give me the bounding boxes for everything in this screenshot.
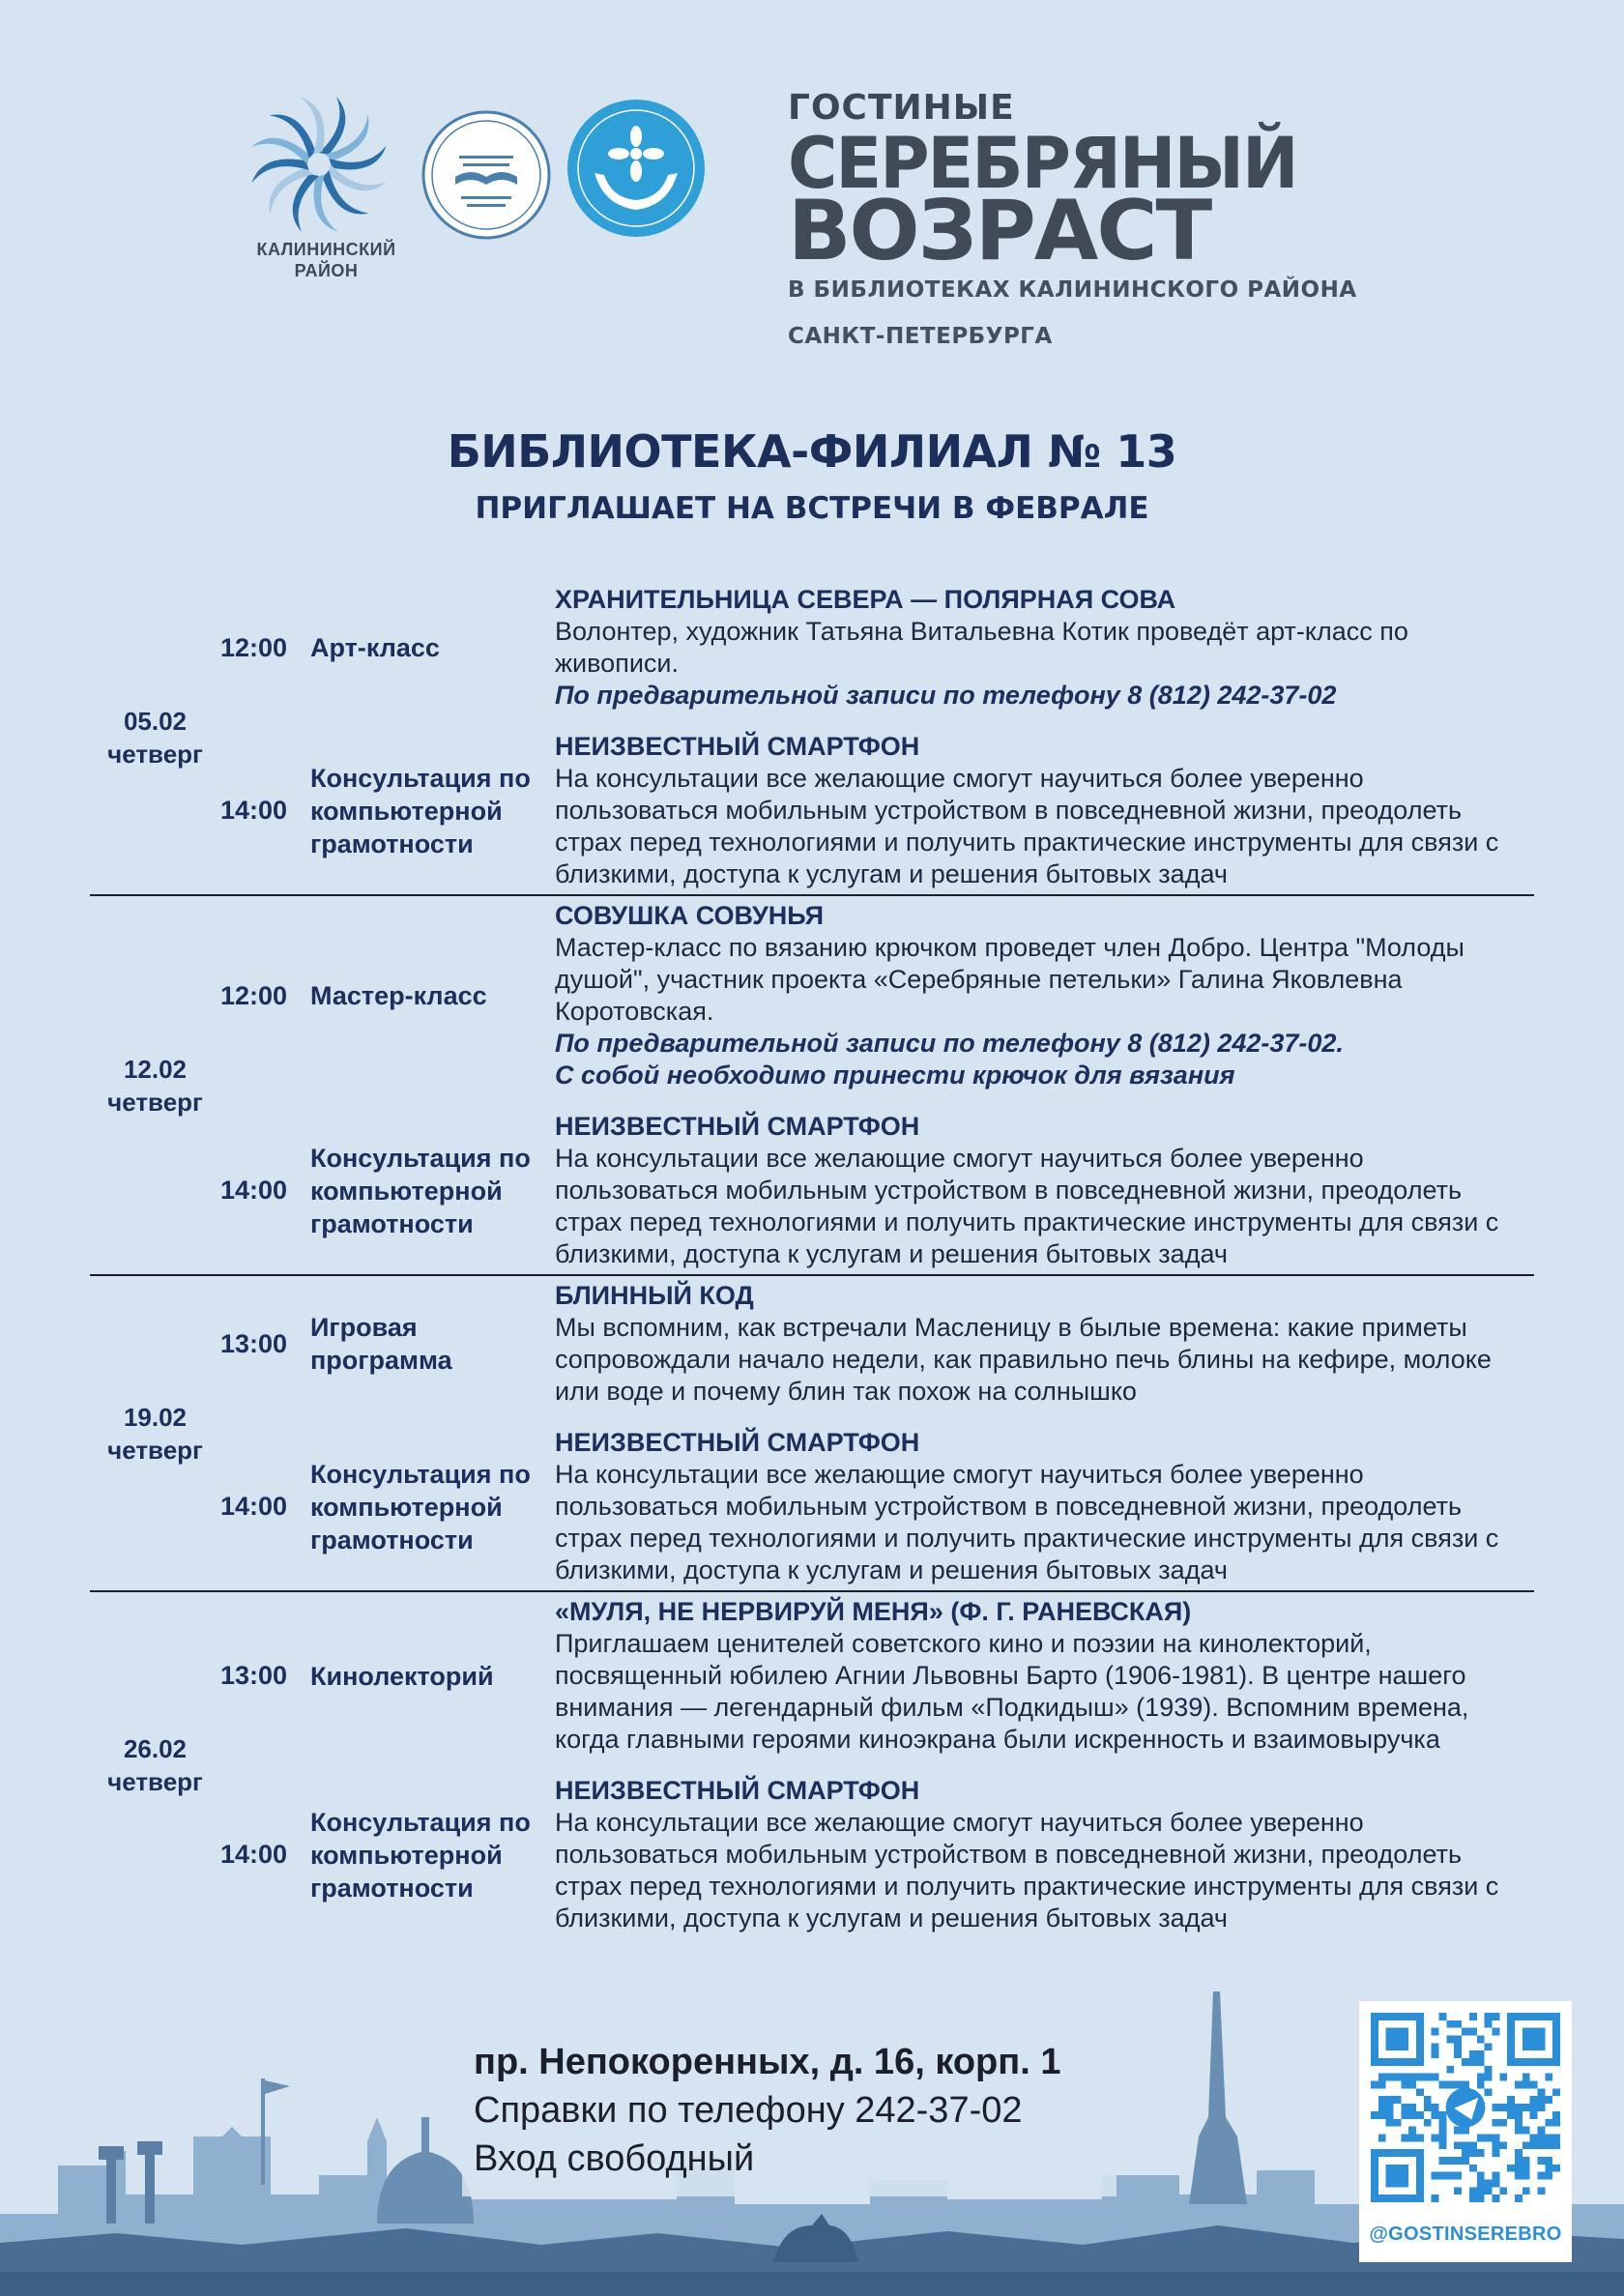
- qr-module: [1469, 2058, 1477, 2066]
- qr-module: [1477, 2074, 1485, 2081]
- qr-module: [1477, 2134, 1485, 2141]
- qr-module: [1408, 2104, 1416, 2111]
- qr-module: [1477, 2187, 1485, 2194]
- event-body: [555, 727, 1534, 894]
- qr-module: [1515, 2172, 1522, 2180]
- qr-module: [1530, 2081, 1538, 2089]
- qr-module: [1469, 2013, 1477, 2020]
- qr-module: [1432, 2050, 1439, 2058]
- telegram-qr-code[interactable]: [1359, 2001, 1572, 2262]
- qr-handle: @GOSTINSEREBRO: [1369, 2223, 1562, 2245]
- qr-module: [1454, 2036, 1462, 2044]
- qr-module: [1515, 2111, 1522, 2119]
- qr-module: [1545, 2134, 1552, 2141]
- qr-module: [1469, 2028, 1477, 2036]
- qr-module: [1515, 2157, 1522, 2165]
- qr-module: [1469, 2187, 1477, 2194]
- qr-module: [1408, 2081, 1416, 2089]
- schedule-day: [90, 1276, 1534, 1592]
- qr-module: [1432, 2172, 1439, 2180]
- district-logo-caption: [246, 239, 406, 281]
- qr-module: [1530, 2134, 1538, 2141]
- qr-module: [1545, 2141, 1552, 2149]
- qr-module: [1492, 2134, 1499, 2141]
- event-row: [220, 727, 1534, 894]
- day-date: 05.02: [123, 706, 188, 736]
- qr-module: [1530, 2104, 1538, 2111]
- qr-module: [1386, 2119, 1394, 2127]
- footer-entry: Вход свободный: [474, 2138, 755, 2179]
- event-body: [555, 896, 1534, 1095]
- qr-module: [1499, 2119, 1507, 2127]
- qr-module: [1446, 2172, 1454, 2180]
- qr-module: [1454, 2127, 1462, 2135]
- qr-module: [1545, 2096, 1552, 2104]
- qr-module: [1378, 2096, 1386, 2104]
- event-body: [555, 1771, 1534, 1938]
- event-title: БЛИННЫЙ КОД: [555, 1281, 754, 1310]
- qr-module: [1386, 2165, 1409, 2188]
- qr-module: [1485, 2074, 1493, 2081]
- qr-module: [1469, 2141, 1477, 2149]
- qr-module: [1424, 2104, 1432, 2111]
- qr-module: [1394, 2096, 1402, 2104]
- qr-module: [1469, 2149, 1477, 2157]
- event-row: [220, 1592, 1534, 1759]
- event-time: 13:00: [220, 1328, 288, 1358]
- qr-module: [1507, 2104, 1515, 2111]
- header-logos: [246, 92, 710, 295]
- event-type: Консультация по компьютерной грамотности: [310, 1143, 531, 1238]
- social-center-hands-logo: [566, 98, 707, 239]
- qr-module: [1492, 2028, 1499, 2036]
- qr-module: [1439, 2111, 1447, 2119]
- qr-module: [1446, 2020, 1454, 2028]
- event-time: 12:00: [220, 980, 288, 1010]
- event-title: «МУЛЯ, НЕ НЕРВИРУЙ МЕНЯ» (Ф. Г. РАНЕВСКАЯ): [555, 1597, 1192, 1626]
- qr-module: [1408, 2127, 1416, 2135]
- qr-module: [1492, 2172, 1499, 2180]
- qr-module: [1530, 2111, 1538, 2119]
- qr-module: [1432, 2104, 1439, 2111]
- district-logo-caption-line-1: КАЛИНИНСКИЙ: [256, 240, 396, 259]
- qr-module: [1477, 2149, 1485, 2157]
- event-body: [555, 1423, 1534, 1590]
- qr-module: [1432, 2194, 1439, 2202]
- qr-module: [1485, 2043, 1493, 2050]
- qr-module: [1477, 2179, 1485, 2187]
- event-description: Приглашаем ценителей советского кино и поэзии на кинолекторий, посвященный юбилею Агнии Львовны Барто (1906-1981). В центре нашего внимания — легендарный фильм «Подкидыш» (1939). Вспомним времена, когда главными героями киноэкрана были искренность и взаимовыручка: [555, 1629, 1469, 1754]
- qr-module: [1416, 2134, 1424, 2141]
- qr-module: [1499, 2187, 1507, 2194]
- qr-module: [1522, 2081, 1530, 2089]
- event-time: 14:00: [220, 1840, 288, 1869]
- qr-module: [1522, 2127, 1530, 2135]
- qr-module: [1522, 2165, 1530, 2172]
- qr-module: [1371, 2081, 1378, 2089]
- qr-module: [1552, 2119, 1560, 2127]
- event-description: На консультации все желающие смогут научиться более уверенно пользоваться мобильным устройством в повседневной жизни, преодолеть страх перед технологиями и получить практические инструменты для связи с близкими, доступа к услугам и решения бытовых задач: [555, 764, 1499, 888]
- qr-module: [1522, 2172, 1530, 2180]
- qr-module: [1552, 2134, 1560, 2141]
- day-date: 26.02: [123, 1734, 188, 1763]
- qr-module: [1454, 2050, 1462, 2058]
- qr-module: [1552, 2165, 1560, 2172]
- qr-module: [1492, 2013, 1499, 2020]
- qr-module: [1432, 2043, 1439, 2050]
- event-title: НЕИЗВЕСТНЫЙ СМАРТФОН: [555, 1776, 920, 1805]
- qr-module: [1401, 2104, 1408, 2111]
- event-note: С собой необходимо принести крючок для вязания: [555, 1061, 1235, 1090]
- event-body: [555, 1107, 1534, 1274]
- qr-module: [1416, 2074, 1424, 2081]
- event-time: 14:00: [220, 796, 288, 825]
- qr-module: [1522, 2187, 1530, 2194]
- qr-module: [1462, 2028, 1469, 2036]
- event-type: Кинолекторий: [310, 1661, 494, 1691]
- brand-big-line-2: ВОЗРАСТ: [788, 183, 1211, 279]
- event-title: НЕИЗВЕСТНЫЙ СМАРТФОН: [555, 732, 920, 761]
- qr-module: [1537, 2172, 1545, 2180]
- qr-module: [1378, 2074, 1386, 2081]
- qr-module: [1515, 2149, 1522, 2157]
- qr-module: [1499, 2074, 1507, 2081]
- qr-module: [1537, 2104, 1545, 2111]
- qr-module: [1378, 2104, 1386, 2111]
- event-type: Игровая программа: [310, 1313, 452, 1375]
- qr-module: [1492, 2149, 1499, 2157]
- qr-module: [1552, 2088, 1560, 2096]
- event-title: НЕИЗВЕСТНЫЙ СМАРТФОН: [555, 1112, 920, 1141]
- event-row: [220, 1276, 1534, 1411]
- qr-module: [1439, 2141, 1447, 2149]
- day-date-cell: [90, 896, 220, 1274]
- page-subtitle: ПРИГЛАШАЕТ НА ВСТРЕЧИ В ФЕВРАЛЕ: [475, 491, 1149, 526]
- event-row: [220, 580, 1534, 715]
- qr-module: [1378, 2134, 1386, 2141]
- qr-module: [1499, 2104, 1507, 2111]
- district-logo-caption-line-2: РАЙОН: [294, 261, 359, 280]
- qr-module: [1454, 2020, 1462, 2028]
- kalininsky-district-swirl-logo: [246, 92, 392, 237]
- qr-module: [1424, 2074, 1432, 2081]
- qr-module: [1469, 2194, 1477, 2202]
- day-date: 19.02: [123, 1402, 188, 1432]
- qr-module: [1439, 2081, 1447, 2089]
- qr-module: [1499, 2141, 1507, 2149]
- qr-module: [1454, 2081, 1462, 2089]
- day-weekday: четверг: [107, 1087, 203, 1117]
- day-weekday: четверг: [107, 1435, 203, 1465]
- qr-module: [1477, 2050, 1485, 2058]
- event-type: Консультация по компьютерной грамотности: [310, 1459, 531, 1555]
- qr-module: [1492, 2104, 1499, 2111]
- qr-module: [1485, 2066, 1493, 2074]
- qr-module: [1408, 2074, 1416, 2081]
- qr-module: [1439, 2127, 1447, 2135]
- brand-subtitle-2: САНКТ-ПЕТЕРБУРГА: [788, 324, 1053, 349]
- qr-module: [1507, 2096, 1515, 2104]
- qr-module: [1522, 2074, 1530, 2081]
- qr-module: [1485, 2088, 1493, 2096]
- qr-module: [1454, 2043, 1462, 2050]
- event-description: На консультации все желающие смогут научиться более уверенно пользоваться мобильным устройством в повседневной жизни, преодолеть страх перед технологиями и получить практические инструменты для связи с близкими, доступа к услугам и решения бытовых задач: [555, 1144, 1499, 1268]
- qr-module: [1485, 2013, 1493, 2020]
- qr-module: [1386, 2096, 1394, 2104]
- qr-module: [1408, 2134, 1416, 2141]
- qr-module: [1485, 2020, 1493, 2028]
- event-time: 12:00: [220, 632, 288, 662]
- event-body: [555, 1592, 1534, 1759]
- qr-module: [1462, 2081, 1469, 2089]
- event-description: Волонтер, художник Татьяна Витальевна Котик проведёт арт-класс по живописи.: [555, 617, 1408, 678]
- event-time: 14:00: [220, 1176, 288, 1205]
- qr-module: [1507, 2165, 1515, 2172]
- qr-module: [1401, 2074, 1408, 2081]
- event-type: Арт-класс: [310, 633, 440, 662]
- qr-module: [1545, 2119, 1552, 2127]
- qr-module: [1439, 2134, 1447, 2141]
- day-weekday: четверг: [107, 739, 203, 769]
- qr-module: [1537, 2088, 1545, 2096]
- qr-module: [1515, 2127, 1522, 2135]
- event-type: Консультация по компьютерной грамотности: [310, 1807, 531, 1903]
- qr-module: [1522, 2157, 1530, 2165]
- qr-module: [1454, 2141, 1462, 2149]
- qr-module: [1462, 2141, 1469, 2149]
- qr-module: [1424, 2096, 1432, 2104]
- qr-module: [1439, 2172, 1447, 2180]
- qr-module: [1446, 2081, 1454, 2089]
- qr-module: [1401, 2134, 1408, 2141]
- qr-module: [1439, 2157, 1447, 2165]
- event-row: [220, 1107, 1534, 1274]
- qr-module: [1477, 2036, 1485, 2044]
- qr-module: [1439, 2119, 1447, 2127]
- day-date: 12.02: [123, 1054, 188, 1084]
- qr-module: [1492, 2194, 1499, 2202]
- event-description: Мы вспомним, как встречали Масленицу в былые времена: какие приметы сопровождали начало недели, как правильно печь блины на кефире, молоке или воде и почему блин так похож на солнышко: [555, 1313, 1492, 1406]
- qr-module: [1485, 2179, 1493, 2187]
- qr-module: [1477, 2081, 1485, 2089]
- qr-module: [1462, 2127, 1469, 2135]
- day-weekday: четверг: [107, 1767, 203, 1796]
- qr-module: [1515, 2165, 1522, 2172]
- schedule-day: [90, 896, 1534, 1276]
- event-schedule: [90, 580, 1534, 1938]
- event-note: По предварительной записи по телефону 8 (812) 242-37-02: [555, 681, 1337, 710]
- qr-module: [1530, 2096, 1538, 2104]
- event-body: [555, 580, 1534, 715]
- qr-module: [1530, 2141, 1538, 2149]
- qr-module: [1492, 2141, 1499, 2149]
- qr-module: [1386, 2028, 1409, 2051]
- day-date-cell: [90, 1592, 220, 1938]
- qr-module: [1446, 2036, 1454, 2044]
- silver-age-brand: [788, 89, 1368, 350]
- qr-module: [1485, 2134, 1493, 2141]
- footer-info-box: [462, 2030, 1116, 2196]
- event-description: На консультации все желающие смогут научиться более уверенно пользоваться мобильным устройством в повседневной жизни, преодолеть страх перед технологиями и получить практические инструменты для связи с близкими, доступа к услугам и решения бытовых задач: [555, 1808, 1499, 1933]
- qr-module: [1432, 2111, 1439, 2119]
- qr-module: [1401, 2111, 1408, 2119]
- qr-module: [1485, 2187, 1493, 2194]
- event-time: 13:00: [220, 1661, 288, 1690]
- event-row: [220, 896, 1534, 1095]
- event-type: Мастер-класс: [310, 981, 487, 1010]
- qr-module: [1432, 2134, 1439, 2141]
- brand-big-line-1: СЕРЕБРЯНЫЙ: [788, 121, 1297, 206]
- day-date-cell: [90, 1276, 220, 1590]
- library-system-logo: [420, 109, 552, 241]
- qr-module: [1394, 2074, 1402, 2081]
- qr-module: [1446, 2157, 1454, 2165]
- qr-module: [1469, 2165, 1477, 2172]
- footer-phone: Справки по телефону 242-37-02: [474, 2090, 1023, 2131]
- qr-module: [1545, 2074, 1552, 2081]
- qr-module: [1394, 2119, 1402, 2127]
- qr-module: [1537, 2127, 1545, 2135]
- qr-module: [1522, 2104, 1530, 2111]
- qr-module: [1492, 2179, 1499, 2187]
- qr-module: [1454, 2187, 1462, 2194]
- qr-module: [1371, 2111, 1378, 2119]
- qr-module: [1515, 2119, 1522, 2127]
- qr-module: [1522, 2028, 1546, 2051]
- event-row: [220, 1771, 1534, 1938]
- qr-module: [1515, 2104, 1522, 2111]
- qr-module: [1462, 2149, 1469, 2157]
- qr-module: [1537, 2157, 1545, 2165]
- qr-module: [1477, 2058, 1485, 2066]
- qr-module: [1386, 2104, 1394, 2111]
- qr-module: [1522, 2141, 1530, 2149]
- event-row: [220, 1423, 1534, 1590]
- qr-module: [1408, 2111, 1416, 2119]
- event-description: Мастер-класс по вязанию крючком проведет член Добро. Центра "Молоды душой", участник проекта «Серебряные петельки» Галина Яковлевна Коротовская.: [555, 933, 1464, 1026]
- qr-module: [1515, 2081, 1522, 2089]
- event-title: НЕИЗВЕСТНЫЙ СМАРТФОН: [555, 1428, 920, 1457]
- qr-code-image: [1371, 2013, 1560, 2202]
- qr-module: [1492, 2119, 1499, 2127]
- qr-module: [1386, 2111, 1394, 2119]
- qr-module: [1537, 2187, 1545, 2194]
- qr-module: [1416, 2111, 1424, 2119]
- qr-module: [1454, 2172, 1462, 2180]
- qr-module: [1446, 2066, 1454, 2074]
- page-title: БИБЛИОТЕКА-ФИЛИАЛ № 13: [447, 425, 1177, 478]
- qr-module: [1432, 2028, 1439, 2036]
- qr-module: [1477, 2172, 1485, 2180]
- qr-module: [1515, 2194, 1522, 2202]
- event-title: ХРАНИТЕЛЬНИЦА СЕВЕРА — ПОЛЯРНАЯ СОВА: [555, 585, 1176, 614]
- event-note: По предварительной записи по телефону 8 (812) 242-37-02.: [555, 1029, 1344, 1058]
- qr-module: [1537, 2096, 1545, 2104]
- qr-module: [1545, 2157, 1552, 2165]
- qr-module: [1477, 2194, 1485, 2202]
- event-type: Консультация по компьютерной грамотности: [310, 763, 531, 858]
- event-time: 14:00: [220, 1492, 288, 1521]
- qr-module: [1537, 2141, 1545, 2149]
- qr-module: [1545, 2165, 1552, 2172]
- qr-module: [1378, 2111, 1386, 2119]
- qr-module: [1537, 2134, 1545, 2141]
- qr-module: [1462, 2157, 1469, 2165]
- event-title: СОВУШКА СОВУНЬЯ: [555, 901, 825, 930]
- footer-address: пр. Непокоренных, д. 16, корп. 1: [474, 2042, 1061, 2082]
- qr-module: [1401, 2081, 1408, 2089]
- qr-module: [1552, 2141, 1560, 2149]
- qr-module: [1454, 2157, 1462, 2165]
- qr-module: [1378, 2081, 1386, 2089]
- qr-module: [1424, 2119, 1432, 2127]
- qr-module: [1507, 2111, 1515, 2119]
- day-date-cell: [90, 580, 220, 894]
- brand-subtitle-1: В БИБЛИОТЕКАХ КАЛИНИНСКОГО РАЙОНА: [788, 277, 1357, 303]
- qr-module: [1469, 2050, 1477, 2058]
- event-description: На консультации все желающие смогут научиться более уверенно пользоваться мобильным устройством в повседневной жизни, преодолеть страх перед технологиями и получить практические инструменты для связи с близкими, доступа к услугам и решения бытовых задач: [555, 1460, 1499, 1584]
- schedule-day: [90, 1592, 1534, 1938]
- qr-module: [1545, 2172, 1552, 2180]
- qr-module: [1386, 2074, 1394, 2081]
- qr-module: [1552, 2111, 1560, 2119]
- qr-module: [1432, 2074, 1439, 2081]
- qr-module: [1416, 2088, 1424, 2096]
- qr-module: [1439, 2013, 1447, 2020]
- qr-module: [1462, 2058, 1469, 2066]
- schedule-day: [90, 580, 1534, 896]
- brand-small-text: ГОСТИНЫЕ: [788, 88, 1015, 128]
- event-body: [555, 1276, 1534, 1411]
